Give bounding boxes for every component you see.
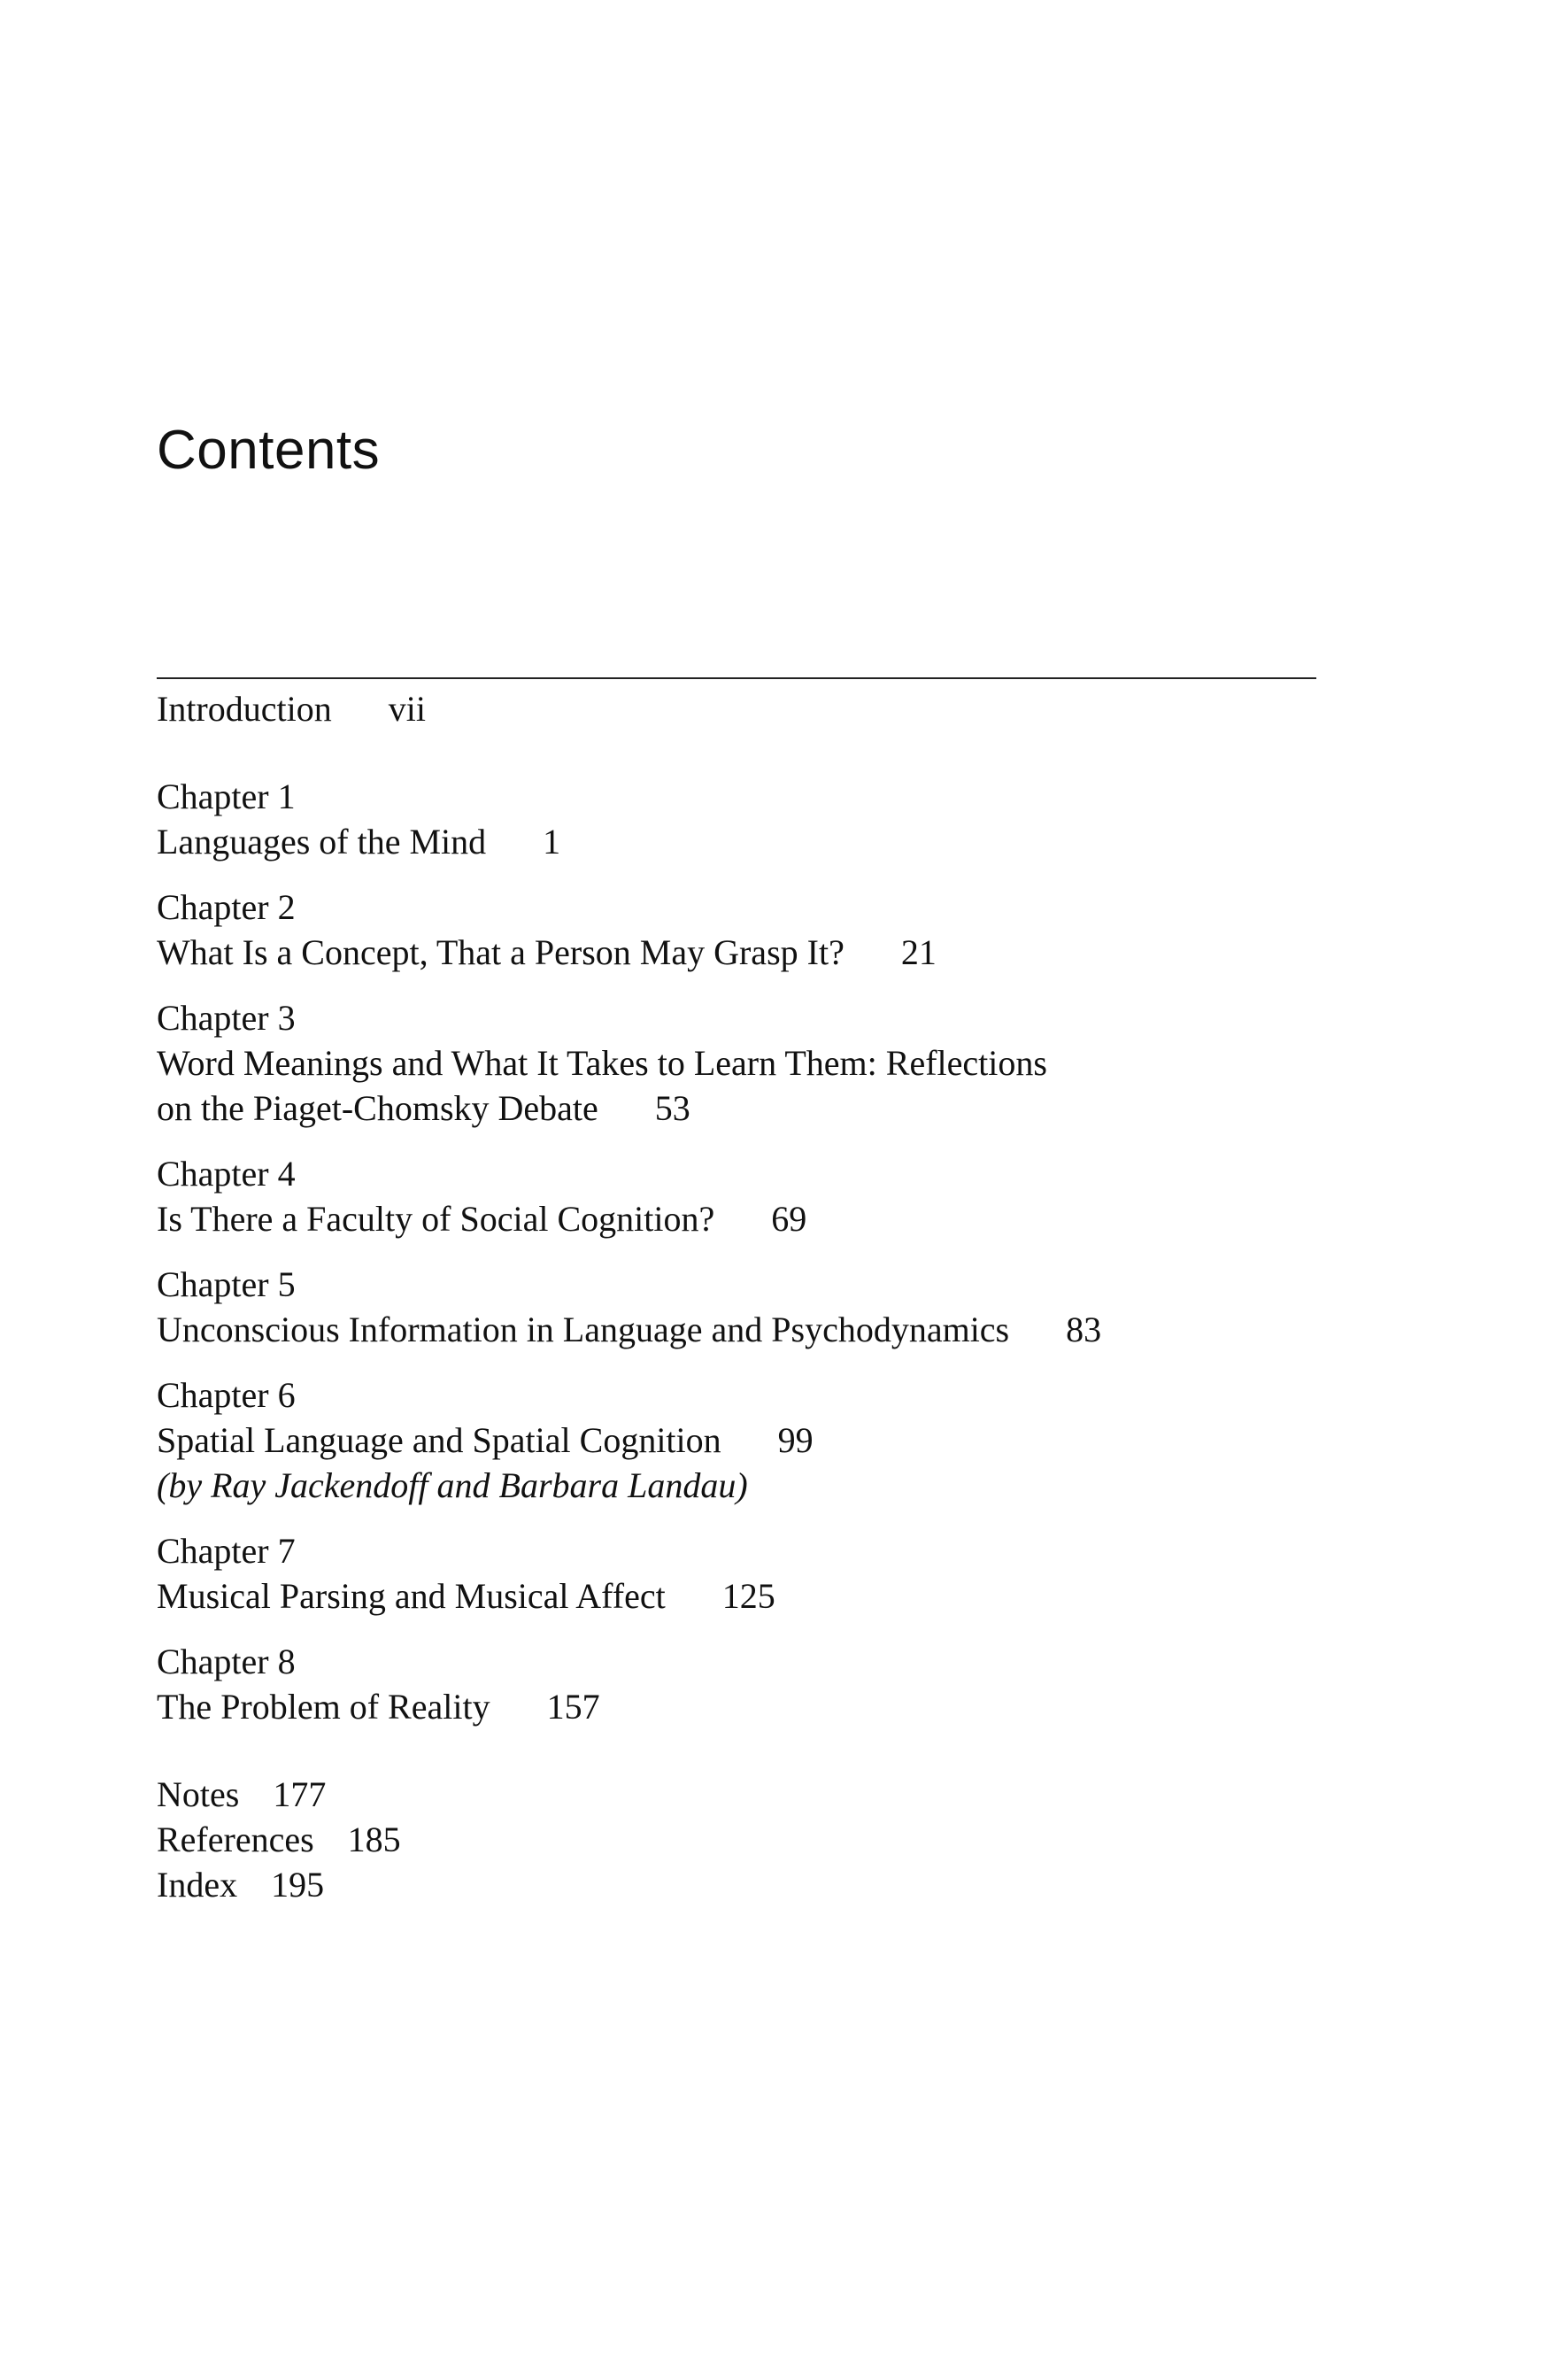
- entry-title-line-2: on the Piaget-Chomsky Debate: [157, 1088, 598, 1128]
- entry-line: [157, 686, 1396, 731]
- chapter-byline: (by Ray Jackendoff and Barbara Landau): [157, 1465, 748, 1505]
- page-number: 1: [543, 822, 561, 862]
- entry-title: Introduction: [157, 689, 332, 729]
- toc-entry-chapter-1[interactable]: [157, 774, 1396, 864]
- page-number: 185: [347, 1820, 401, 1859]
- entry-title: Musical Parsing and Musical Affect: [157, 1576, 666, 1616]
- entry-title: Is There a Faculty of Social Cognition?: [157, 1199, 715, 1239]
- toc-entry-chapter-5[interactable]: [157, 1262, 1396, 1352]
- toc-entry-chapter-3[interactable]: [157, 995, 1396, 1131]
- divider-rule: [157, 677, 1316, 679]
- entry-line: [157, 930, 1396, 975]
- entry-line: [157, 1307, 1396, 1352]
- page-number: 21: [900, 932, 937, 972]
- entry-line: [157, 819, 1396, 864]
- entry-title: Unconscious Information in Language and Psychodynamics: [157, 1310, 1010, 1349]
- entry-title: The Problem of Reality: [157, 1687, 490, 1727]
- entry-title: Index: [157, 1865, 238, 1905]
- page-number: 83: [1066, 1310, 1102, 1349]
- entry-title: References: [157, 1820, 314, 1859]
- page-number: 195: [271, 1865, 325, 1905]
- entry-line: [157, 1196, 1396, 1241]
- page-number: vii: [388, 689, 426, 729]
- page-title: Contents: [157, 420, 381, 481]
- entry-title-line-1: Word Meanings and What It Takes to Learn Them: Reflections: [157, 1043, 1047, 1083]
- chapter-label: Chapter 4: [157, 1154, 296, 1194]
- chapter-label: Chapter 2: [157, 887, 296, 927]
- chapter-label: Chapter 1: [157, 777, 296, 816]
- entry-line: [157, 1573, 1396, 1619]
- toc-entry-chapter-8[interactable]: [157, 1639, 1396, 1729]
- page-number: 177: [273, 1774, 327, 1814]
- entry-line: [157, 1418, 1396, 1463]
- page-number: 69: [771, 1199, 807, 1239]
- toc-entry-chapter-7[interactable]: [157, 1528, 1396, 1619]
- toc-entry-notes[interactable]: [157, 1772, 1396, 1817]
- toc-entry-chapter-4[interactable]: [157, 1151, 1396, 1241]
- chapter-label: Chapter 8: [157, 1642, 296, 1681]
- toc-entry-chapter-6[interactable]: [157, 1372, 1396, 1508]
- table-of-contents: [157, 686, 1396, 1907]
- page-number: 157: [546, 1687, 600, 1727]
- page-number: 99: [777, 1420, 814, 1460]
- chapter-label: Chapter 7: [157, 1531, 296, 1571]
- page-number: 53: [654, 1088, 690, 1128]
- toc-entry-introduction[interactable]: [157, 686, 1396, 731]
- chapter-label: Chapter 6: [157, 1375, 296, 1415]
- toc-entry-index[interactable]: [157, 1862, 1396, 1907]
- entry-title: What Is a Concept, That a Person May Grasp It?: [157, 932, 845, 972]
- chapter-label: Chapter 5: [157, 1264, 296, 1304]
- back-matter-list: [157, 1772, 1396, 1907]
- chapter-label: Chapter 3: [157, 998, 296, 1038]
- entry-line: [157, 1684, 1396, 1729]
- entry-title: Notes: [157, 1774, 240, 1814]
- toc-entry-chapter-2[interactable]: [157, 885, 1396, 975]
- entry-title: Spatial Language and Spatial Cognition: [157, 1420, 721, 1460]
- entry-line: [157, 1086, 1396, 1131]
- toc-entry-references[interactable]: [157, 1817, 1396, 1862]
- page-number: 125: [721, 1576, 775, 1616]
- entry-title: Languages of the Mind: [157, 822, 487, 862]
